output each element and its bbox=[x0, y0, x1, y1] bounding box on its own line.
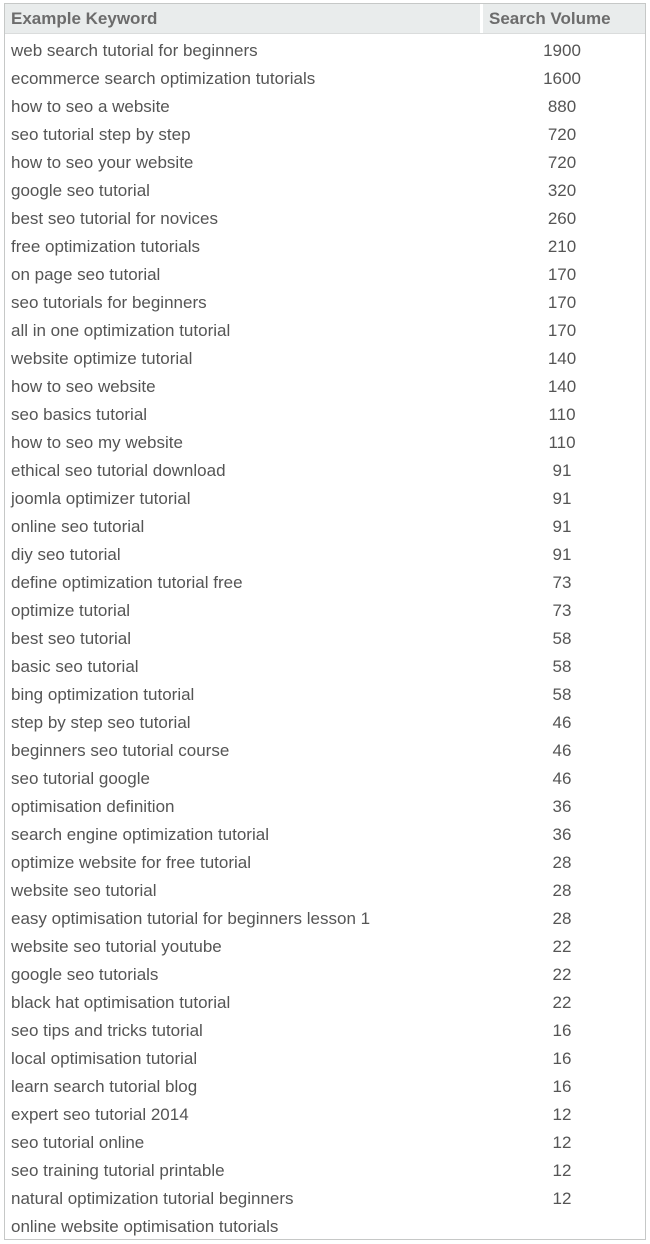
search-volume-cell: 110 bbox=[548, 433, 576, 452]
search-volume-cell: 720 bbox=[547, 125, 577, 144]
search-volume-cell: 720 bbox=[547, 153, 577, 172]
search-volume-cell: 880 bbox=[547, 97, 577, 116]
table-row bbox=[5, 93, 645, 121]
keyword-cell: local optimisation tutorial bbox=[11, 1049, 198, 1068]
keyword-cell: step by step seo tutorial bbox=[11, 713, 191, 732]
keyword-cell: how to seo website bbox=[11, 377, 156, 396]
search-volume-cell: 28 bbox=[552, 909, 572, 928]
search-volume-cell: 12 bbox=[552, 1133, 572, 1152]
table-row bbox=[5, 877, 645, 905]
keyword-cell: web search tutorial for beginners bbox=[11, 41, 258, 60]
keyword-cell: seo basics tutorial bbox=[11, 405, 148, 424]
table-row bbox=[5, 849, 645, 877]
keyword-cell: how to seo your website bbox=[11, 153, 194, 172]
search-volume-cell: 46 bbox=[552, 741, 572, 760]
table-row bbox=[5, 429, 645, 457]
table-row bbox=[5, 177, 645, 205]
table-row bbox=[5, 793, 645, 821]
search-volume-cell: 36 bbox=[552, 797, 572, 816]
keyword-cell: define optimization tutorial free bbox=[11, 573, 243, 592]
search-volume-cell: 58 bbox=[552, 657, 572, 676]
table-row bbox=[5, 373, 645, 401]
table-row bbox=[5, 345, 645, 373]
keyword-cell: seo tips and tricks tutorial bbox=[11, 1021, 203, 1040]
search-volume-cell: 58 bbox=[552, 685, 572, 704]
keyword-cell: best seo tutorial bbox=[11, 629, 132, 648]
search-volume-cell: 36 bbox=[552, 825, 572, 844]
keyword-cell: website optimize tutorial bbox=[11, 349, 193, 368]
table-body bbox=[5, 34, 645, 1240]
table-row bbox=[5, 597, 645, 625]
keyword-cell: best seo tutorial for novices bbox=[11, 209, 218, 228]
search-volume-cell: 16 bbox=[552, 1077, 572, 1096]
table-row bbox=[5, 289, 645, 317]
keyword-cell: joomla optimizer tutorial bbox=[11, 489, 191, 508]
table-row bbox=[5, 317, 645, 345]
search-volume-cell: 91 bbox=[552, 517, 572, 536]
keyword-cell: black hat optimisation tutorial bbox=[11, 993, 231, 1012]
keyword-cell: ethical seo tutorial download bbox=[11, 461, 226, 480]
keyword-cell: expert seo tutorial 2014 bbox=[11, 1105, 189, 1124]
table-row bbox=[5, 37, 645, 65]
keyword-cell: easy optimisation tutorial for beginners lesson 1 bbox=[11, 909, 371, 928]
search-volume-cell: 1600 bbox=[543, 69, 581, 88]
table-row bbox=[5, 65, 645, 93]
table-row bbox=[5, 653, 645, 681]
search-volume-cell: 91 bbox=[552, 545, 572, 564]
table-row bbox=[5, 737, 645, 765]
table-row bbox=[5, 485, 645, 513]
search-volume-cell: 16 bbox=[552, 1021, 572, 1040]
table-row bbox=[5, 681, 645, 709]
table-row bbox=[5, 1045, 645, 1073]
search-volume-cell: 22 bbox=[552, 965, 572, 984]
search-volume-cell: 12 bbox=[552, 1105, 572, 1124]
search-volume-cell: 22 bbox=[552, 993, 572, 1012]
table-row bbox=[5, 401, 645, 429]
keyword-cell: google seo tutorial bbox=[11, 181, 150, 200]
keyword-cell: diy seo tutorial bbox=[11, 545, 121, 564]
keyword-cell: all in one optimization tutorial bbox=[11, 321, 231, 340]
search-volume-cell: 260 bbox=[547, 209, 577, 228]
search-volume-cell: 170 bbox=[547, 293, 577, 312]
keyword-cell: optimisation definition bbox=[11, 797, 175, 816]
table-row bbox=[5, 1017, 645, 1045]
search-volume-cell: 46 bbox=[552, 713, 572, 732]
table-row bbox=[5, 961, 645, 989]
table-row bbox=[5, 205, 645, 233]
search-volume-cell: 170 bbox=[547, 265, 577, 284]
header-example-keyword: Example Keyword bbox=[5, 4, 483, 33]
search-volume-cell: 91 bbox=[552, 489, 572, 508]
table-row bbox=[5, 821, 645, 849]
keyword-cell: free optimization tutorials bbox=[11, 237, 200, 256]
keyword-cell: seo tutorial online bbox=[11, 1133, 145, 1152]
table-row bbox=[5, 933, 645, 961]
search-volume-cell: 12 bbox=[552, 1189, 572, 1208]
keyword-cell: how to seo my website bbox=[11, 433, 183, 452]
table-row bbox=[5, 625, 645, 653]
keyword-cell: natural optimization tutorial beginners bbox=[11, 1189, 294, 1208]
search-volume-cell: 46 bbox=[552, 769, 572, 788]
keyword-cell: bing optimization tutorial bbox=[11, 685, 195, 704]
table-row bbox=[5, 541, 645, 569]
keyword-cell: how to seo a website bbox=[11, 97, 170, 116]
table-row bbox=[5, 709, 645, 737]
keyword-cell: on page seo tutorial bbox=[11, 265, 161, 284]
table-row bbox=[5, 1157, 645, 1185]
table-row bbox=[5, 1213, 645, 1240]
table-row bbox=[5, 121, 645, 149]
table-row bbox=[5, 233, 645, 261]
keyword-cell: learn search tutorial blog bbox=[11, 1077, 198, 1096]
table-row bbox=[5, 513, 645, 541]
search-volume-cell: 73 bbox=[552, 601, 572, 620]
keyword-cell: google seo tutorials bbox=[11, 965, 159, 984]
keyword-cell: ecommerce search optimization tutorials bbox=[11, 69, 316, 88]
keyword-cell: search engine optimization tutorial bbox=[11, 825, 269, 844]
keyword-cell: online seo tutorial bbox=[11, 517, 145, 536]
search-volume-cell: 1900 bbox=[543, 41, 581, 60]
keyword-cell: website seo tutorial bbox=[11, 881, 157, 900]
table-row bbox=[5, 1185, 645, 1213]
table-row bbox=[5, 905, 645, 933]
keyword-cell: seo tutorial google bbox=[11, 769, 150, 788]
table-row bbox=[5, 457, 645, 485]
search-volume-cell bbox=[486, 1213, 642, 1240]
search-volume-cell: 28 bbox=[552, 853, 572, 872]
search-volume-cell: 140 bbox=[547, 349, 577, 368]
header-search-volume: Search Volume bbox=[489, 9, 611, 28]
search-volume-cell: 58 bbox=[552, 629, 572, 648]
keyword-cell: beginners seo tutorial course bbox=[11, 741, 230, 760]
table-row bbox=[5, 149, 645, 177]
keyword-cell: seo tutorials for beginners bbox=[11, 293, 207, 312]
table-row bbox=[5, 569, 645, 597]
table-row bbox=[5, 989, 645, 1017]
search-volume-cell: 22 bbox=[552, 937, 572, 956]
table-row bbox=[5, 765, 645, 793]
search-volume-cell: 73 bbox=[552, 573, 572, 592]
keyword-cell: online website optimisation tutorials bbox=[11, 1217, 279, 1236]
search-volume-cell: 210 bbox=[547, 237, 577, 256]
search-volume-cell: 12 bbox=[552, 1161, 572, 1180]
search-volume-cell: 16 bbox=[552, 1049, 572, 1068]
keyword-cell: seo training tutorial printable bbox=[11, 1161, 225, 1180]
search-volume-cell: 91 bbox=[552, 461, 572, 480]
table-row bbox=[5, 1129, 645, 1157]
search-volume-cell: 170 bbox=[547, 321, 577, 340]
search-volume-cell: 320 bbox=[547, 181, 577, 200]
keyword-cell: seo tutorial step by step bbox=[11, 125, 191, 144]
keyword-cell: website seo tutorial youtube bbox=[11, 937, 222, 956]
search-volume-cell: 140 bbox=[547, 377, 577, 396]
table-row bbox=[5, 1101, 645, 1129]
keyword-table bbox=[4, 3, 646, 1240]
table-row bbox=[5, 1073, 645, 1101]
keyword-cell: basic seo tutorial bbox=[11, 657, 139, 676]
keyword-cell: optimize tutorial bbox=[11, 601, 131, 620]
keyword-cell: optimize website for free tutorial bbox=[11, 853, 251, 872]
search-volume-cell: 110 bbox=[548, 405, 576, 424]
search-volume-cell: 28 bbox=[552, 881, 572, 900]
table-row bbox=[5, 261, 645, 289]
table-header bbox=[5, 4, 645, 34]
